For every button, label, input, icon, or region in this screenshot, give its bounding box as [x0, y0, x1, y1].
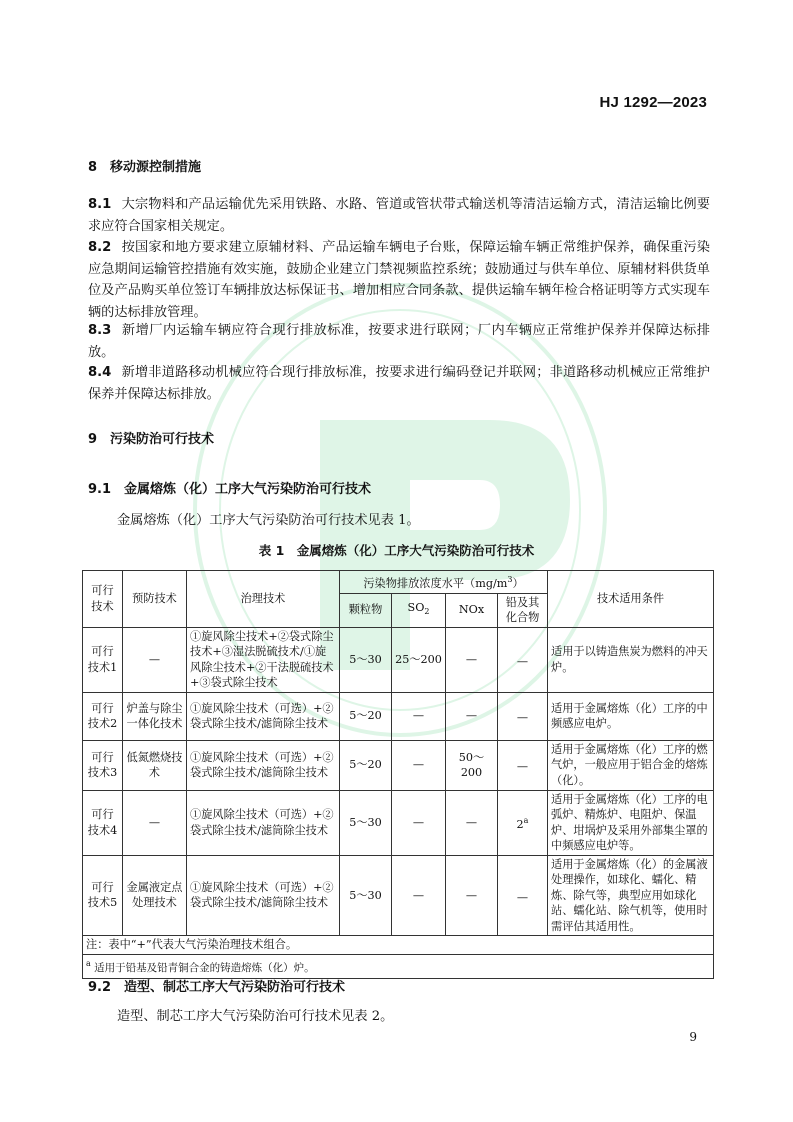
cell-prevent: 金属液定点处理技术: [123, 855, 187, 936]
clause-text: 大宗物料和产品运输优先采用铁路、水路、管道或管状带式输送机等清洁运输方式，清洁运输比例要求应符合国家相关规定。: [88, 197, 710, 234]
section-9-1-intro: 金属熔炼（化）工序大气污染防治可行技术见表 1。: [117, 513, 420, 528]
table-row: [83, 627, 714, 692]
cell-so2: —: [392, 740, 446, 790]
clause-number: 8.4: [88, 365, 112, 380]
cell-name: 可行技术1: [83, 627, 123, 692]
cell-treat: ①旋风除尘技术（可选）+②袋式除尘技术/滤筒除尘技术: [187, 692, 340, 740]
cell-treat: ①旋风除尘技术+②袋式除尘技术+③湿法脱硫技术/①旋风除尘技术+②干法脱硫技术+③袋式除尘技术: [187, 627, 340, 692]
cell-name: 可行技术3: [83, 740, 123, 790]
cell-prevent: 低氮燃烧技术: [123, 740, 187, 790]
cell-pm: 5～30: [340, 855, 392, 936]
clause-number: 8.3: [88, 323, 112, 338]
table-caption: 表 1 金属熔炼（化）工序大气污染防治可行技术: [258, 543, 535, 558]
cell-pb: —: [498, 692, 548, 740]
section-9-2-heading: 9.2 造型、制芯工序大气污染防治可行技术: [88, 980, 346, 995]
table-note-2: $^a$ 适用于铅基及铅青铜合金的铸造熔炼（化）炉。: [83, 955, 714, 979]
cell-nox: 50～200: [446, 740, 498, 790]
cell-pm: 5～30: [340, 627, 392, 692]
header-pb: 铅及其化合物: [498, 593, 548, 627]
cell-pb: —: [498, 740, 548, 790]
cell-pm: 5～30: [340, 790, 392, 855]
section-9-2-intro: 造型、制芯工序大气污染防治可行技术见表 2。: [117, 1009, 394, 1024]
table-row: [83, 790, 714, 855]
section-8-heading: 8 移动源控制措施: [88, 160, 202, 175]
cell-cond: 适用于金属熔炼（化）的金属液处理操作，如球化、蠕化、精炼、除气等，典型应用如球化站、蠕化站、除气机等，使用时需评估其适用性。: [548, 855, 714, 936]
clause-text: 新增非道路移动机械应符合现行排放标准，按要求进行编码登记并联网；非道路移动机械应正常维护保养并保障达标排放。: [88, 365, 710, 402]
section-9-1-heading: 9.1 金属熔炼（化）工序大气污染防治可行技术: [88, 482, 372, 497]
cell-nox: —: [446, 855, 498, 936]
cell-so2: —: [392, 855, 446, 936]
clause-text: 按国家和地方要求建立原辅材料、产品运输车辆电子台账，保障运输车辆正常维护保养，确保重污染应急期间运输管控措施有效实施，鼓励企业建立门禁视频监控系统；鼓励通过与供车单位、原辅材料供货单位及产品购买单位签订车辆排放达标保证书、增加相应合同条款、提供运输车辆年检合格证明等方式实现车辆的达标排放管理。: [88, 240, 710, 320]
cell-name: 可行技术2: [83, 692, 123, 740]
clause-8-1: [88, 194, 710, 237]
cell-name: 可行技术4: [83, 790, 123, 855]
cell-nox: —: [446, 790, 498, 855]
header-so2: $SO_2$: [392, 593, 446, 627]
cell-treat: ①旋风除尘技术（可选）+②袋式除尘技术/滤筒除尘技术: [187, 790, 340, 855]
cell-prevent: —: [123, 790, 187, 855]
cell-nox: —: [446, 627, 498, 692]
clause-text: 新增厂内运输车辆应符合现行排放标准，按要求进行联网；厂内车辆应正常维护保养并保障达标排放。: [88, 323, 710, 360]
cell-pm: 5～20: [340, 740, 392, 790]
table-note-row: [83, 936, 714, 955]
table-note-row: [83, 955, 714, 979]
table-1: [82, 570, 714, 979]
table-row: [83, 740, 714, 790]
section-9-heading: 9 污染防治可行技术: [88, 432, 215, 447]
clause-8-2: [88, 237, 710, 323]
clause-8-4: [88, 362, 710, 405]
header-tech: 可行技术: [83, 571, 123, 628]
cell-name: 可行技术5: [83, 855, 123, 936]
clause-number: 8.2: [88, 240, 112, 255]
cell-so2: —: [392, 790, 446, 855]
cell-so2: 25～200: [392, 627, 446, 692]
header-prevent: 预防技术: [123, 571, 187, 628]
header-pm: 颗粒物: [340, 593, 392, 627]
cell-cond: 适用于金属熔炼（化）工序的燃气炉，一般应用于铝合金的熔炼（化）。: [548, 740, 714, 790]
header-conditions: 技术适用条件: [548, 571, 714, 628]
cell-nox: —: [446, 692, 498, 740]
cell-pb: —: [498, 855, 548, 936]
cell-so2: —: [392, 692, 446, 740]
clause-number: 8.1: [88, 197, 112, 212]
cell-treat: ①旋风除尘技术（可选）+②袋式除尘技术/滤筒除尘技术: [187, 740, 340, 790]
cell-treat: ①旋风除尘技术（可选）+②袋式除尘技术/滤筒除尘技术: [187, 855, 340, 936]
cell-prevent: 炉盖与除尘一体化技术: [123, 692, 187, 740]
cell-pm: 5～20: [340, 692, 392, 740]
cell-pb: 2$^a$: [498, 790, 548, 855]
document-id: HJ 1292—2023: [599, 94, 707, 111]
header-nox: NOx: [446, 593, 498, 627]
cell-prevent: —: [123, 627, 187, 692]
header-emission-group: 污染物排放浓度水平$(mg/m^3)$: [340, 571, 548, 594]
clause-8-3: [88, 320, 710, 363]
table-row: [83, 692, 714, 740]
page-number: 9: [689, 1030, 697, 1044]
table-header-row: [83, 571, 714, 594]
table-row: [83, 855, 714, 936]
header-treat: 治理技术: [187, 571, 340, 628]
cell-cond: 适用于金属熔炼（化）工序的中频感应电炉。: [548, 692, 714, 740]
cell-cond: 适用于以铸造焦炭为燃料的冲天炉。: [548, 627, 714, 692]
cell-pb: —: [498, 627, 548, 692]
table-note-1: 注：表中“+”代表大气污染治理技术组合。: [83, 936, 714, 955]
cell-cond: 适用于金属熔炼（化）工序的电弧炉、精炼炉、电阻炉、保温炉、坩埚炉及采用外部集尘罩的中频感应电炉等。: [548, 790, 714, 855]
